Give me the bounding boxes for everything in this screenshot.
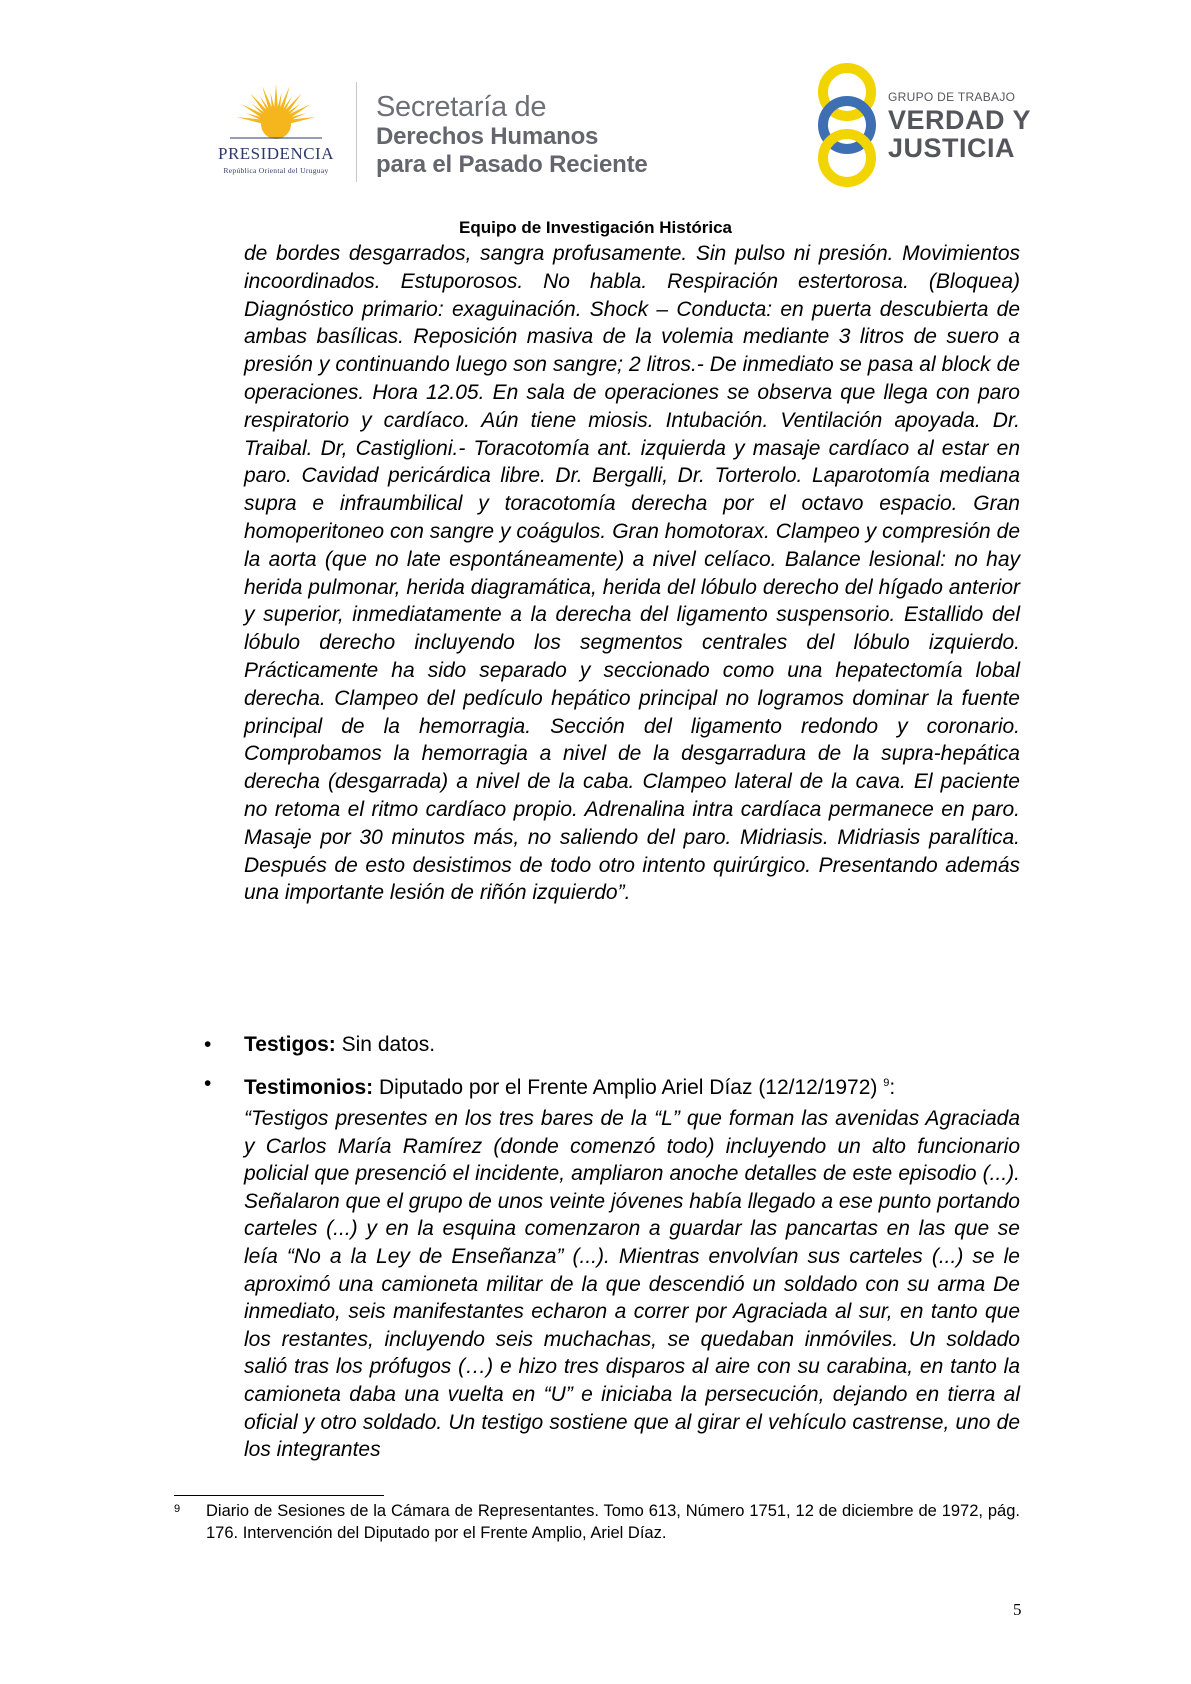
testigos-label: Testigos: [244,1033,336,1056]
grupo-line-3: JUSTICIA [888,133,1016,163]
footnote-number: 9 [174,1503,181,1515]
grupo-trabajo-logo [812,60,1092,190]
testimonios-text: Diputado por el Frente Amplio Ariel Díaz (12/12/1972) [373,1076,884,1099]
footnote-text: Diario de Sesiones de la Cámara de Representantes. Tomo 613, Número 1751, 12 de diciembre de 1972, pág. 176. Intervención del Diputado por el Frente Amplio, Ariel Díaz. [206,1502,1020,1542]
testimonios-colon: : [889,1076,896,1099]
linked-rings-icon [812,60,882,190]
testimonios-label: Testimonios: [244,1076,374,1099]
secretaria-line-3: para el Pasado Reciente [376,151,648,178]
footnote-reference: 9 [883,1077,890,1089]
header-divider [356,82,357,182]
testimony-quote: “Testigos presentes en los tres bares de la “L” que forman las avenidas Agraciada y Carlos María Ramírez (donde comenzó todo) incluyendo un alto funcionario policial que presenció el incidente, ampliaron anoche detalles de este episodio (...). Señalaron que el grupo de unos veinte jóvenes había llegado a ese punto portando carteles (...) y en la esquina comenzaron a guardar las pancartas en las que se leía “No a la Ley de Enseñanza” (...). Mientras envolvían sus carteles (...) se le aproximó una camioneta militar de la que descendió un soldado con su arma De inmediato, seis manifestantes echaron a correr por Agraciada al sur, en tanto que los restantes, incluyendo seis muchachas, se quedaban inmóviles. Un soldado salió tras los prófugos (…) e hizo tres disparos al aire con su carabina, en tanto la camioneta daba una vuelta en “U” e iniciaba la persecución, dejando en tierra al oficial y otro soldado. Un testigo sostiene que al girar el vehículo castrense, uno de los integrantes [244,1107,1020,1462]
secretaria-line-1: Secretaría de [376,91,547,123]
grupo-line-1: GRUPO DE TRABAJO [888,90,1016,104]
secretaria-line-2: Derechos Humanos [376,123,599,150]
secretaria-title [376,92,648,179]
page-number: 5 [1013,1600,1022,1619]
footnote-separator [174,1495,384,1496]
presidencia-logo [196,82,356,182]
report-paragraph: de bordes desgarrados, sangra profusamente. Sin pulso ni presión. Movimientos incoordinados. Estuporosos. No habla. Respiración estertorosa. (Bloquea) Diagnóstico primario: exaguinación. Shock – Conducta: en puerta descubierta de ambas basílicas. Reposición masiva de la volemia mediante 3 litros de suero a presión y continuando luego son sangre; 2 litros.- De inmediato se pasa al block de operaciones. Hora 12.05. En sala de operaciones se observa que llega con paro respiratorio y cardíaco. Aún tiene miosis. Intubación. Ventilación apoyada. Dr. Traibal. Dr, Castiglioni.- Toracotomía ant. izquierda y masaje cardíaco al estar en paro. Cavidad pericárdica libre. Dr. Bergalli, Dr. Torterolo. Laparotomía mediana supra e infraumbilical y toracotomía derecha por el octavo espacio. Gran homoperitoneo con sangre y coágulos. Gran homotorax. Clampeo y compresión de la aorta (que no late espontáneamente) a nivel celíaco. Balance lesional: no hay herida pulmonar, herida diagramática, herida del lóbulo derecho del hígado anterior y superior, inmediatamente a la derecha del ligamento suspensorio. Estallido del lóbulo derecho incluyendo los segmentos centrales del lóbulo izquierdo. Prácticamente ha sido separado y seccionado como una hepatectomía lobal derecha. Clampeo del pedículo hepático principal no logramos dominar la fuente principal de la hemorragia. Sección del ligamento redondo y coronario. Comprobamos la hemorragia a nivel de la desgarradura de la supra-hepática derecha (desgarrada) a nivel de la caba. Clampeo lateral de la cava. El paciente no retoma el ritmo cardíaco propio. Adrenalina intra cardíaca permanece en paro. Masaje por 30 minutos más, no saliendo del paro. Midriasis. Midriasis paralítica. Después de esto desistimos de todo otro intento quirúrgico. Presentando además una importante lesión de riñón izquierdo”. [244,242,1020,905]
sun-emblem-icon [196,82,356,144]
presidencia-subtitle: República Oriental del Uruguay [223,166,329,175]
team-title: Equipo de Investigación Histórica [459,218,732,237]
testigos-text: Sin datos. [335,1033,436,1056]
bullet-icon: • [204,1072,212,1095]
grupo-line-2: VERDAD Y [888,105,1032,135]
bullet-icon: • [204,1033,212,1056]
presidencia-name: PRESIDENCIA [217,144,334,163]
